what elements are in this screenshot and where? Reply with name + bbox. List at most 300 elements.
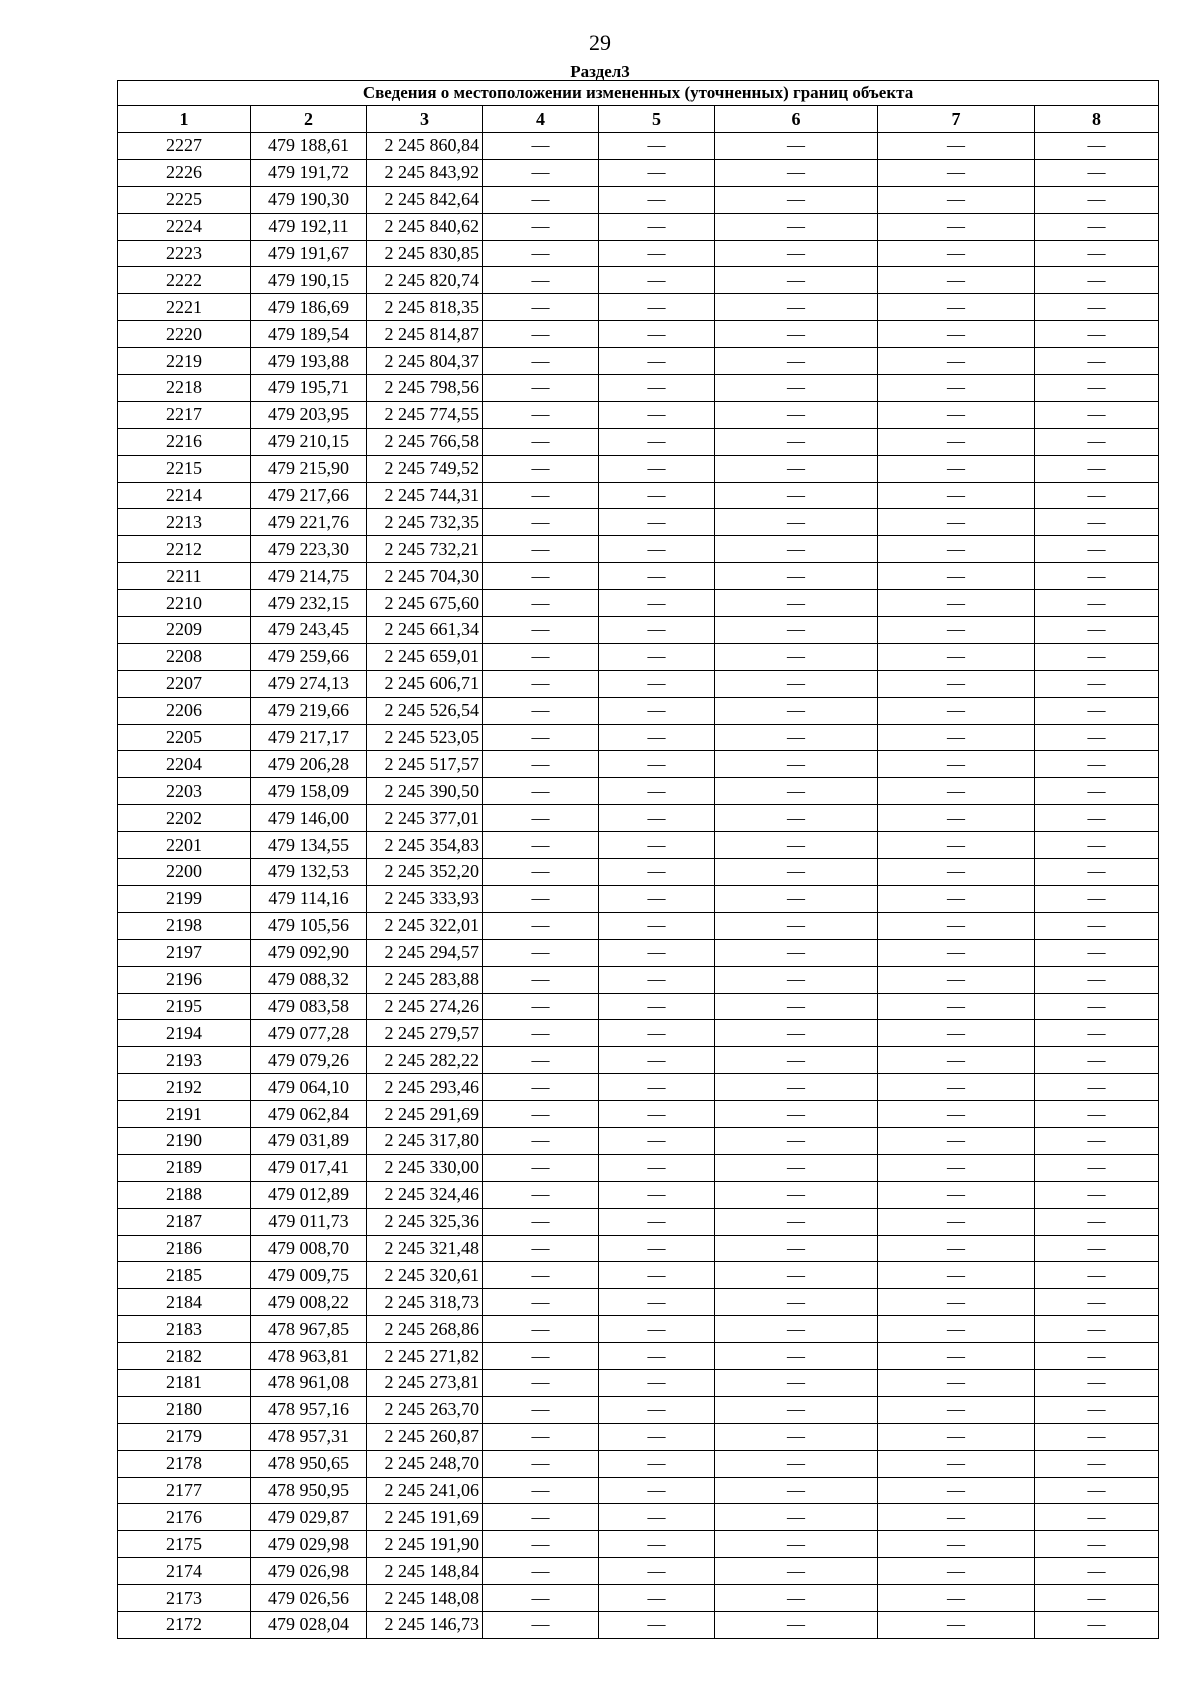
- x-coordinate-cell: 479 088,32: [251, 966, 367, 993]
- empty-value-cell: —: [878, 697, 1035, 724]
- empty-value-cell: —: [878, 213, 1035, 240]
- empty-value-cell: —: [1035, 617, 1159, 644]
- point-number-cell: 2181: [118, 1369, 251, 1396]
- point-number-cell: 2178: [118, 1450, 251, 1477]
- empty-value-cell: —: [483, 1396, 599, 1423]
- table-row: [118, 1020, 1159, 1047]
- empty-value-cell: —: [878, 1585, 1035, 1612]
- table-row: [118, 643, 1159, 670]
- table-row: [118, 428, 1159, 455]
- empty-value-cell: —: [715, 1585, 878, 1612]
- empty-value-cell: —: [1035, 159, 1159, 186]
- empty-value-cell: —: [483, 1074, 599, 1101]
- empty-value-cell: —: [715, 697, 878, 724]
- table-row: [118, 1127, 1159, 1154]
- empty-value-cell: —: [599, 1101, 715, 1128]
- x-coordinate-cell: 478 957,31: [251, 1423, 367, 1450]
- empty-value-cell: —: [599, 1423, 715, 1450]
- y-coordinate-cell: 2 245 330,00: [367, 1154, 483, 1181]
- empty-value-cell: —: [483, 294, 599, 321]
- empty-value-cell: —: [878, 1262, 1035, 1289]
- y-coordinate-cell: 2 245 517,57: [367, 751, 483, 778]
- y-coordinate-cell: 2 245 354,83: [367, 832, 483, 859]
- y-coordinate-cell: 2 245 390,50: [367, 778, 483, 805]
- empty-value-cell: —: [878, 267, 1035, 294]
- point-number-cell: 2189: [118, 1154, 251, 1181]
- empty-value-cell: —: [1035, 670, 1159, 697]
- x-coordinate-cell: 479 243,45: [251, 617, 367, 644]
- empty-value-cell: —: [1035, 267, 1159, 294]
- empty-value-cell: —: [878, 670, 1035, 697]
- empty-value-cell: —: [1035, 321, 1159, 348]
- point-number-cell: 2184: [118, 1289, 251, 1316]
- x-coordinate-cell: 478 961,08: [251, 1369, 367, 1396]
- point-number-cell: 2183: [118, 1316, 251, 1343]
- empty-value-cell: —: [878, 536, 1035, 563]
- x-coordinate-cell: 478 950,65: [251, 1450, 367, 1477]
- empty-value-cell: —: [878, 428, 1035, 455]
- x-coordinate-cell: 479 206,28: [251, 751, 367, 778]
- empty-value-cell: —: [1035, 1047, 1159, 1074]
- x-coordinate-cell: 479 029,98: [251, 1531, 367, 1558]
- y-coordinate-cell: 2 245 321,48: [367, 1235, 483, 1262]
- empty-value-cell: —: [715, 859, 878, 886]
- empty-value-cell: —: [715, 643, 878, 670]
- x-coordinate-cell: 479 274,13: [251, 670, 367, 697]
- empty-value-cell: —: [483, 1585, 599, 1612]
- empty-value-cell: —: [483, 563, 599, 590]
- x-coordinate-cell: 479 195,71: [251, 375, 367, 402]
- table-row: [118, 885, 1159, 912]
- x-coordinate-cell: 479 062,84: [251, 1101, 367, 1128]
- empty-value-cell: —: [599, 670, 715, 697]
- empty-value-cell: —: [483, 1235, 599, 1262]
- table-row: [118, 482, 1159, 509]
- point-number-cell: 2191: [118, 1101, 251, 1128]
- table-row: [118, 1450, 1159, 1477]
- empty-value-cell: —: [878, 294, 1035, 321]
- point-number-cell: 2210: [118, 590, 251, 617]
- x-coordinate-cell: 479 026,98: [251, 1558, 367, 1585]
- empty-value-cell: —: [715, 724, 878, 751]
- y-coordinate-cell: 2 245 606,71: [367, 670, 483, 697]
- x-coordinate-cell: 479 026,56: [251, 1585, 367, 1612]
- column-header: 1: [118, 106, 251, 133]
- point-number-cell: 2211: [118, 563, 251, 590]
- table-row: [118, 751, 1159, 778]
- y-coordinate-cell: 2 245 675,60: [367, 590, 483, 617]
- empty-value-cell: —: [715, 536, 878, 563]
- empty-value-cell: —: [715, 832, 878, 859]
- table-row: [118, 1558, 1159, 1585]
- x-coordinate-cell: 479 190,15: [251, 267, 367, 294]
- empty-value-cell: —: [715, 805, 878, 832]
- x-coordinate-cell: 479 210,15: [251, 428, 367, 455]
- empty-value-cell: —: [878, 1396, 1035, 1423]
- empty-value-cell: —: [599, 1020, 715, 1047]
- table-row: [118, 939, 1159, 966]
- point-number-cell: 2188: [118, 1181, 251, 1208]
- empty-value-cell: —: [878, 482, 1035, 509]
- empty-value-cell: —: [483, 885, 599, 912]
- empty-value-cell: —: [599, 1450, 715, 1477]
- empty-value-cell: —: [715, 590, 878, 617]
- empty-value-cell: —: [599, 885, 715, 912]
- empty-value-cell: —: [599, 186, 715, 213]
- empty-value-cell: —: [483, 1262, 599, 1289]
- empty-value-cell: —: [1035, 186, 1159, 213]
- table-row: [118, 1154, 1159, 1181]
- table-row: [118, 348, 1159, 375]
- empty-value-cell: —: [599, 536, 715, 563]
- empty-value-cell: —: [483, 993, 599, 1020]
- empty-value-cell: —: [599, 805, 715, 832]
- empty-value-cell: —: [878, 401, 1035, 428]
- empty-value-cell: —: [599, 1154, 715, 1181]
- empty-value-cell: —: [715, 401, 878, 428]
- empty-value-cell: —: [878, 1208, 1035, 1235]
- empty-value-cell: —: [715, 966, 878, 993]
- column-header: 7: [878, 106, 1035, 133]
- empty-value-cell: —: [1035, 1074, 1159, 1101]
- empty-value-cell: —: [483, 1531, 599, 1558]
- y-coordinate-cell: 2 245 318,73: [367, 1289, 483, 1316]
- point-number-cell: 2196: [118, 966, 251, 993]
- point-number-cell: 2177: [118, 1477, 251, 1504]
- y-coordinate-cell: 2 245 324,46: [367, 1181, 483, 1208]
- empty-value-cell: —: [715, 778, 878, 805]
- point-number-cell: 2206: [118, 697, 251, 724]
- point-number-cell: 2194: [118, 1020, 251, 1047]
- point-number-cell: 2192: [118, 1074, 251, 1101]
- empty-value-cell: —: [1035, 401, 1159, 428]
- empty-value-cell: —: [878, 885, 1035, 912]
- x-coordinate-cell: 479 008,70: [251, 1235, 367, 1262]
- empty-value-cell: —: [878, 832, 1035, 859]
- point-number-cell: 2217: [118, 401, 251, 428]
- empty-value-cell: —: [878, 1289, 1035, 1316]
- empty-value-cell: —: [715, 159, 878, 186]
- empty-value-cell: —: [483, 482, 599, 509]
- empty-value-cell: —: [483, 697, 599, 724]
- empty-value-cell: —: [599, 375, 715, 402]
- empty-value-cell: —: [599, 1316, 715, 1343]
- x-coordinate-cell: 478 963,81: [251, 1343, 367, 1370]
- y-coordinate-cell: 2 245 148,08: [367, 1585, 483, 1612]
- empty-value-cell: —: [878, 966, 1035, 993]
- empty-value-cell: —: [715, 267, 878, 294]
- x-coordinate-cell: 479 077,28: [251, 1020, 367, 1047]
- empty-value-cell: —: [599, 1477, 715, 1504]
- empty-value-cell: —: [599, 1208, 715, 1235]
- x-coordinate-cell: 479 017,41: [251, 1154, 367, 1181]
- empty-value-cell: —: [483, 1558, 599, 1585]
- x-coordinate-cell: 479 192,11: [251, 213, 367, 240]
- y-coordinate-cell: 2 245 283,88: [367, 966, 483, 993]
- empty-value-cell: —: [715, 885, 878, 912]
- column-header: 3: [367, 106, 483, 133]
- empty-value-cell: —: [1035, 1369, 1159, 1396]
- point-number-cell: 2207: [118, 670, 251, 697]
- x-coordinate-cell: 479 191,72: [251, 159, 367, 186]
- y-coordinate-cell: 2 245 830,85: [367, 240, 483, 267]
- empty-value-cell: —: [878, 805, 1035, 832]
- empty-value-cell: —: [599, 455, 715, 482]
- empty-value-cell: —: [878, 1101, 1035, 1128]
- empty-value-cell: —: [599, 563, 715, 590]
- table-row: [118, 1585, 1159, 1612]
- empty-value-cell: —: [1035, 455, 1159, 482]
- table-row: [118, 1423, 1159, 1450]
- empty-value-cell: —: [483, 133, 599, 160]
- empty-value-cell: —: [715, 1181, 878, 1208]
- empty-value-cell: —: [599, 348, 715, 375]
- x-coordinate-cell: 479 203,95: [251, 401, 367, 428]
- empty-value-cell: —: [1035, 1531, 1159, 1558]
- column-header: 5: [599, 106, 715, 133]
- point-number-cell: 2175: [118, 1531, 251, 1558]
- empty-value-cell: —: [1035, 859, 1159, 886]
- y-coordinate-cell: 2 245 659,01: [367, 643, 483, 670]
- y-coordinate-cell: 2 245 293,46: [367, 1074, 483, 1101]
- empty-value-cell: —: [715, 1101, 878, 1128]
- empty-value-cell: —: [878, 993, 1035, 1020]
- empty-value-cell: —: [715, 1531, 878, 1558]
- x-coordinate-cell: 479 114,16: [251, 885, 367, 912]
- empty-value-cell: —: [1035, 509, 1159, 536]
- empty-value-cell: —: [878, 133, 1035, 160]
- empty-value-cell: —: [878, 1235, 1035, 1262]
- empty-value-cell: —: [599, 993, 715, 1020]
- empty-value-cell: —: [599, 1262, 715, 1289]
- x-coordinate-cell: 479 221,76: [251, 509, 367, 536]
- y-coordinate-cell: 2 245 352,20: [367, 859, 483, 886]
- empty-value-cell: —: [715, 1558, 878, 1585]
- x-coordinate-cell: 479 188,61: [251, 133, 367, 160]
- point-number-cell: 2201: [118, 832, 251, 859]
- x-coordinate-cell: 479 190,30: [251, 186, 367, 213]
- x-coordinate-cell: 479 215,90: [251, 455, 367, 482]
- empty-value-cell: —: [599, 966, 715, 993]
- empty-value-cell: —: [1035, 643, 1159, 670]
- y-coordinate-cell: 2 245 732,21: [367, 536, 483, 563]
- empty-value-cell: —: [599, 1396, 715, 1423]
- empty-value-cell: —: [483, 509, 599, 536]
- table-row: [118, 912, 1159, 939]
- x-coordinate-cell: 479 134,55: [251, 832, 367, 859]
- empty-value-cell: —: [483, 590, 599, 617]
- table-row: [118, 186, 1159, 213]
- table-caption: Сведения о местоположении измененных (уточненных) границ объекта: [118, 81, 1159, 106]
- empty-value-cell: —: [599, 1343, 715, 1370]
- empty-value-cell: —: [715, 1343, 878, 1370]
- x-coordinate-cell: 479 028,04: [251, 1611, 367, 1638]
- y-coordinate-cell: 2 245 148,84: [367, 1558, 483, 1585]
- empty-value-cell: —: [715, 751, 878, 778]
- empty-value-cell: —: [1035, 751, 1159, 778]
- empty-value-cell: —: [715, 133, 878, 160]
- table-row: [118, 1396, 1159, 1423]
- empty-value-cell: —: [715, 1450, 878, 1477]
- empty-value-cell: —: [715, 375, 878, 402]
- y-coordinate-cell: 2 245 377,01: [367, 805, 483, 832]
- table-row: [118, 267, 1159, 294]
- empty-value-cell: —: [878, 159, 1035, 186]
- empty-value-cell: —: [599, 1558, 715, 1585]
- empty-value-cell: —: [483, 966, 599, 993]
- empty-value-cell: —: [1035, 563, 1159, 590]
- table-row: [118, 159, 1159, 186]
- table-row: [118, 670, 1159, 697]
- empty-value-cell: —: [878, 186, 1035, 213]
- point-number-cell: 2195: [118, 993, 251, 1020]
- empty-value-cell: —: [1035, 213, 1159, 240]
- empty-value-cell: —: [1035, 133, 1159, 160]
- point-number-cell: 2204: [118, 751, 251, 778]
- empty-value-cell: —: [483, 1343, 599, 1370]
- empty-value-cell: —: [878, 778, 1035, 805]
- point-number-cell: 2216: [118, 428, 251, 455]
- empty-value-cell: —: [599, 1611, 715, 1638]
- column-header: 6: [715, 106, 878, 133]
- x-coordinate-cell: 479 092,90: [251, 939, 367, 966]
- empty-value-cell: —: [483, 240, 599, 267]
- point-number-cell: 2220: [118, 321, 251, 348]
- table-row: [118, 1531, 1159, 1558]
- y-coordinate-cell: 2 245 274,26: [367, 993, 483, 1020]
- y-coordinate-cell: 2 245 273,81: [367, 1369, 483, 1396]
- empty-value-cell: —: [878, 939, 1035, 966]
- empty-value-cell: —: [1035, 1181, 1159, 1208]
- empty-value-cell: —: [878, 724, 1035, 751]
- empty-value-cell: —: [1035, 1262, 1159, 1289]
- empty-value-cell: —: [599, 778, 715, 805]
- empty-value-cell: —: [878, 375, 1035, 402]
- empty-value-cell: —: [878, 321, 1035, 348]
- y-coordinate-cell: 2 245 322,01: [367, 912, 483, 939]
- y-coordinate-cell: 2 245 732,35: [367, 509, 483, 536]
- empty-value-cell: —: [599, 1504, 715, 1531]
- table-row: [118, 509, 1159, 536]
- empty-value-cell: —: [483, 267, 599, 294]
- y-coordinate-cell: 2 245 818,35: [367, 294, 483, 321]
- x-coordinate-cell: 479 217,66: [251, 482, 367, 509]
- empty-value-cell: —: [1035, 805, 1159, 832]
- empty-value-cell: —: [599, 832, 715, 859]
- empty-value-cell: —: [483, 455, 599, 482]
- y-coordinate-cell: 2 245 661,34: [367, 617, 483, 644]
- empty-value-cell: —: [1035, 966, 1159, 993]
- y-coordinate-cell: 2 245 260,87: [367, 1423, 483, 1450]
- y-coordinate-cell: 2 245 749,52: [367, 455, 483, 482]
- empty-value-cell: —: [483, 1369, 599, 1396]
- empty-value-cell: —: [878, 455, 1035, 482]
- empty-value-cell: —: [878, 240, 1035, 267]
- table-header-row: [118, 106, 1159, 133]
- column-header: 2: [251, 106, 367, 133]
- empty-value-cell: —: [483, 1450, 599, 1477]
- y-coordinate-cell: 2 245 804,37: [367, 348, 483, 375]
- table-row: [118, 240, 1159, 267]
- y-coordinate-cell: 2 245 744,31: [367, 482, 483, 509]
- x-coordinate-cell: 479 012,89: [251, 1181, 367, 1208]
- empty-value-cell: —: [599, 1289, 715, 1316]
- point-number-cell: 2185: [118, 1262, 251, 1289]
- empty-value-cell: —: [599, 294, 715, 321]
- empty-value-cell: —: [715, 1208, 878, 1235]
- table-row: [118, 1074, 1159, 1101]
- empty-value-cell: —: [483, 428, 599, 455]
- y-coordinate-cell: 2 245 317,80: [367, 1127, 483, 1154]
- x-coordinate-cell: 479 079,26: [251, 1047, 367, 1074]
- y-coordinate-cell: 2 245 191,69: [367, 1504, 483, 1531]
- empty-value-cell: —: [715, 1289, 878, 1316]
- empty-value-cell: —: [599, 939, 715, 966]
- empty-value-cell: —: [715, 1477, 878, 1504]
- empty-value-cell: —: [599, 643, 715, 670]
- point-number-cell: 2208: [118, 643, 251, 670]
- x-coordinate-cell: 479 158,09: [251, 778, 367, 805]
- table-row: [118, 966, 1159, 993]
- x-coordinate-cell: 479 214,75: [251, 563, 367, 590]
- empty-value-cell: —: [599, 1047, 715, 1074]
- x-coordinate-cell: 479 132,53: [251, 859, 367, 886]
- y-coordinate-cell: 2 245 333,93: [367, 885, 483, 912]
- empty-value-cell: —: [483, 1047, 599, 1074]
- y-coordinate-cell: 2 245 282,22: [367, 1047, 483, 1074]
- empty-value-cell: —: [483, 1289, 599, 1316]
- empty-value-cell: —: [483, 1127, 599, 1154]
- empty-value-cell: —: [483, 805, 599, 832]
- point-number-cell: 2186: [118, 1235, 251, 1262]
- empty-value-cell: —: [715, 428, 878, 455]
- empty-value-cell: —: [599, 1127, 715, 1154]
- y-coordinate-cell: 2 245 279,57: [367, 1020, 483, 1047]
- point-number-cell: 2205: [118, 724, 251, 751]
- empty-value-cell: —: [1035, 1343, 1159, 1370]
- x-coordinate-cell: 479 083,58: [251, 993, 367, 1020]
- empty-value-cell: —: [599, 1369, 715, 1396]
- empty-value-cell: —: [1035, 590, 1159, 617]
- y-coordinate-cell: 2 245 842,64: [367, 186, 483, 213]
- empty-value-cell: —: [878, 590, 1035, 617]
- table-row: [118, 993, 1159, 1020]
- table-row: [118, 590, 1159, 617]
- empty-value-cell: —: [878, 1611, 1035, 1638]
- table-row: [118, 321, 1159, 348]
- empty-value-cell: —: [878, 859, 1035, 886]
- empty-value-cell: —: [715, 617, 878, 644]
- table-row: [118, 213, 1159, 240]
- empty-value-cell: —: [1035, 832, 1159, 859]
- table-row: [118, 1611, 1159, 1638]
- point-number-cell: 2218: [118, 375, 251, 402]
- table-row: [118, 1101, 1159, 1128]
- empty-value-cell: —: [1035, 1450, 1159, 1477]
- table-row: [118, 1289, 1159, 1316]
- y-coordinate-cell: 2 245 271,82: [367, 1343, 483, 1370]
- page-number: 29: [589, 30, 611, 55]
- table-row: [118, 563, 1159, 590]
- empty-value-cell: —: [483, 1423, 599, 1450]
- empty-value-cell: —: [878, 1020, 1035, 1047]
- empty-value-cell: —: [715, 213, 878, 240]
- x-coordinate-cell: 479 146,00: [251, 805, 367, 832]
- empty-value-cell: —: [715, 1369, 878, 1396]
- empty-value-cell: —: [715, 321, 878, 348]
- y-coordinate-cell: 2 245 191,90: [367, 1531, 483, 1558]
- table-row: [118, 1316, 1159, 1343]
